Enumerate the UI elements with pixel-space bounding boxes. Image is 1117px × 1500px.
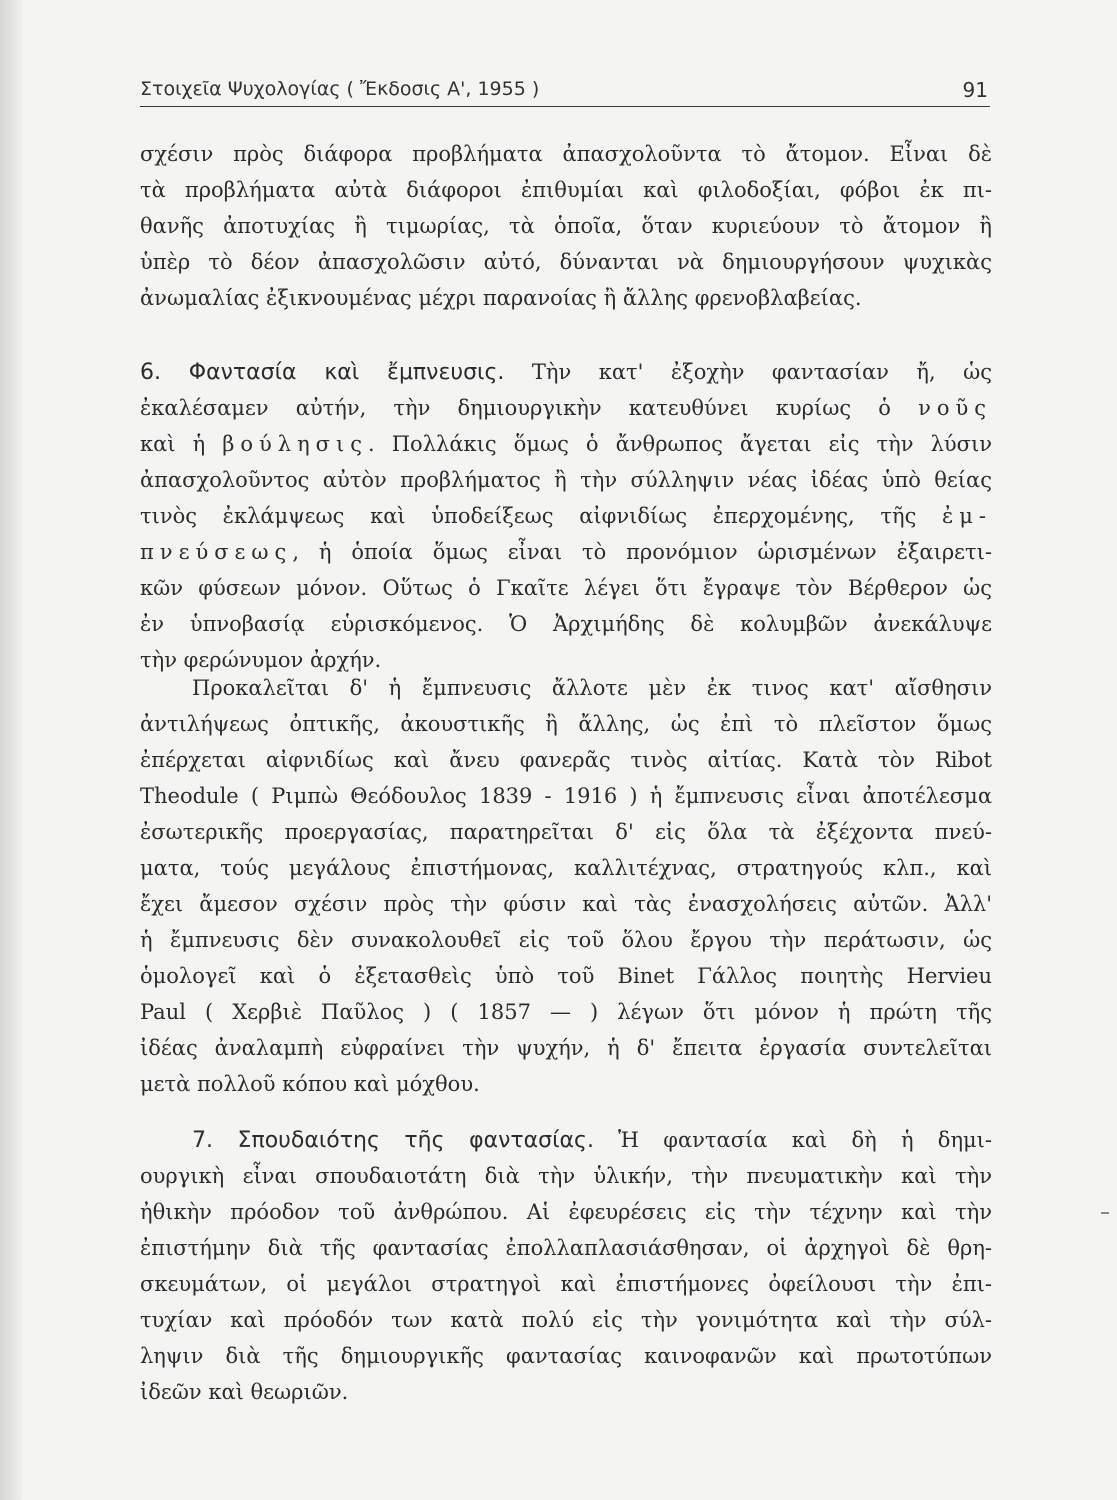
text-line: ὁμολογεῖ καὶ ὁ ἐξετασθεὶς ὑπὸ τοῦ Binet Γάλλος ποιητὴς Hervieu xyxy=(140,964,992,988)
text-line xyxy=(140,1122,992,1158)
text-line: ἔχει ἄμεσον σχέσιν πρὸς τὴν φύσιν καὶ τὰς ἐνασχολήσεις αὐτῶν. Ἀλλ' xyxy=(140,892,992,916)
text-run: Τὴν κατ' ἐξοχὴν φαντασίαν ἤ, ὡς xyxy=(504,360,992,384)
text-line: ἰδέας ἀναλαμπὴ εὐφραίνει τὴν ψυχήν, ἡ δ' ἔπειτα ἐργασία συντελεῖται xyxy=(140,1036,992,1060)
text-line: ἐπέρχεται αἰφνιδίως καὶ ἄνευ φανερᾶς τινὸς αἰτίας. Κατὰ τὸν Ribot xyxy=(140,748,992,772)
text-run: καὶ ἡ xyxy=(140,432,223,456)
text-run: . Πολλάκις ὅμως ὁ ἄνθρωπος ἄγεται εἰς τὴν λύσιν xyxy=(368,432,992,456)
text-line: ἐσωτερικῆς προεργασίας, παρατηρεῖται δ' εἰς ὅλα τὰ ἐξέχοντα πνεύ- xyxy=(140,820,992,844)
text-line xyxy=(140,354,992,390)
text-line: ὑπὲρ τὸ δέον ἀπασχολῶσιν αὐτό, δύνανται νὰ δημιουργήσουν ψυχικὰς xyxy=(140,250,992,274)
section-6-heading: 6. Φαντασία καὶ ἔμπνευσις. xyxy=(140,360,505,385)
text-line: ἐν ὑπνοβασίᾳ εὑρισκόμενος. Ὁ Ἀρχιμήδης δὲ κολυμβῶν ἀνεκάλυψε xyxy=(140,612,992,636)
text-line: Paul ( Χερβιὲ Παῦλος ) ( 1857 — ) λέγων ὅτι μόνον ἡ πρώτη τῆς xyxy=(140,1000,992,1024)
text-line: ἀπασχολοῦντος αὐτὸν προβλήματος ἢ τὴν σύλληψιν νέας ἰδέας ὑπὸ θείας xyxy=(140,468,992,492)
text-line: ἠθικὴν πρόοδον τοῦ ἀνθρώπου. Αἱ ἐφευρέσεις εἰς τὴν τέχνην καὶ τὴν xyxy=(140,1200,992,1224)
text-line: ἀνωμαλίας ἐξικνουμένας μέχρι παρανοίας ἢ ἄλλης φρενοβλαβείας. xyxy=(140,286,862,310)
text-line: ματα, τούς μεγάλους ἐπιστήμονας, καλλιτέχνας, στρατηγούς κλπ., καὶ xyxy=(140,856,992,880)
text-run: , ἡ ὁποία ὅμως εἶναι τὸ προνόμιον ὡρισμένων ἐξαιρετι- xyxy=(292,540,992,564)
spaced-word: νοῦς xyxy=(918,396,992,420)
text-line: ἀντιλήψεως ὀπτικῆς, ἀκουστικῆς ἢ ἄλλης, ὡς ἐπὶ τὸ πλεῖστον ὅμως xyxy=(140,712,992,736)
text-line: τὴν φερώνυμον ἀρχήν. xyxy=(140,648,382,672)
running-header xyxy=(140,78,990,107)
spaced-word: ἐμ- xyxy=(941,504,992,528)
margin-mark xyxy=(1101,1212,1109,1214)
text-line xyxy=(140,534,992,570)
text-run: ἐκαλέσαμεν αὐτήν, τὴν δημιουργικὴν κατευθύνει κυρίως ὁ xyxy=(140,396,891,420)
text-run: τινὸς ἐκλάμψεως καὶ ὑποδείξεως αἰφνιδίως ἐπερχομένης, τῆς xyxy=(140,504,942,528)
intro-paragraph xyxy=(140,136,992,316)
text-line: Theodule ( Ριμπὼ Θεόδουλος 1839 - 1916 ) ἡ ἔμπνευσις εἶναι ἀποτέλεσμα xyxy=(140,784,992,808)
spaced-word: βούλησις xyxy=(222,432,369,456)
page-number: 91 xyxy=(962,78,988,102)
text-line: ἰδεῶν καὶ θεωριῶν. xyxy=(140,1380,349,1404)
text-line: ληψιν διὰ τῆς δημιουργικῆς φαντασίας καινοφανῶν καὶ πρωτοτύπων xyxy=(140,1344,992,1368)
text-line: θανῆς ἀποτυχίας ἢ τιμωρίας, τὰ ὁποῖα, ὅταν κυριεύουν τὸ ἄτομον ἢ xyxy=(140,214,992,238)
text-line: μετὰ πολλοῦ κόπου καὶ μόχθου. xyxy=(140,1072,480,1096)
text-line: σκευμάτων, οἱ μεγάλοι στρατηγοὶ καὶ ἐπιστήμονες ὀφείλουσι τὴν ἐπι- xyxy=(140,1272,992,1296)
text-line: ἐπιστήμην διὰ τῆς φαντασίας ἐπολλαπλασιάσθησαν, οἱ ἀρχηγοὶ δὲ θρη- xyxy=(140,1236,992,1260)
text-line: τυχίαν καὶ πρόοδόν των κατὰ πολύ εἰς τὴν γονιμότητα καὶ τὴν σύλ- xyxy=(140,1308,992,1332)
header-title: Στοιχεῖα Ψυχολογίας ( Ἔκδοσις Α', 1955 ) xyxy=(140,78,540,100)
text-line: τὰ προβλήματα αὐτὰ διάφοροι ἐπιθυμίαι καὶ φιλοδοξίαι, φόβοι ἐκ πι- xyxy=(140,178,992,202)
section-7-heading: 7. Σπουδαιότης τῆς φαντασίας. xyxy=(192,1128,594,1153)
spaced-word: πνεύσεως xyxy=(140,540,293,564)
inspiration-paragraph xyxy=(140,670,992,1102)
page-binding-shadow xyxy=(0,0,22,1500)
text-line: σχέσιν πρὸς διάφορα προβλήματα ἀπασχολοῦντα τὸ ἄτομον. Εἶναι δὲ xyxy=(140,142,992,166)
section-6 xyxy=(140,354,992,678)
text-run: Ἡ φαντασία καὶ δὴ ἡ δημι- xyxy=(593,1128,993,1152)
text-line: κῶν φύσεων μόνον. Οὕτως ὁ Γκαῖτε λέγει ὅτι ἔγραψε τὸν Βέρθερον ὡς xyxy=(140,576,992,600)
text-line xyxy=(140,498,992,534)
text-line: ἡ ἔμπνευσις δὲν συνακολουθεῖ εἰς τοῦ ὅλου ἔργου τὴν περάτωσιν, ὡς xyxy=(140,928,992,952)
text-line xyxy=(140,390,992,426)
section-7 xyxy=(140,1122,992,1410)
text-line: Προκαλεῖται δ' ἡ ἔμπνευσις ἄλλοτε μὲν ἐκ τινος κατ' αἴσθησιν xyxy=(192,676,992,700)
text-line: ουργικὴ εἶναι σπουδαιοτάτη διὰ τὴν ὑλικήν, τὴν πνευματικὴν καὶ τὴν xyxy=(140,1164,992,1188)
text-line xyxy=(140,426,992,462)
